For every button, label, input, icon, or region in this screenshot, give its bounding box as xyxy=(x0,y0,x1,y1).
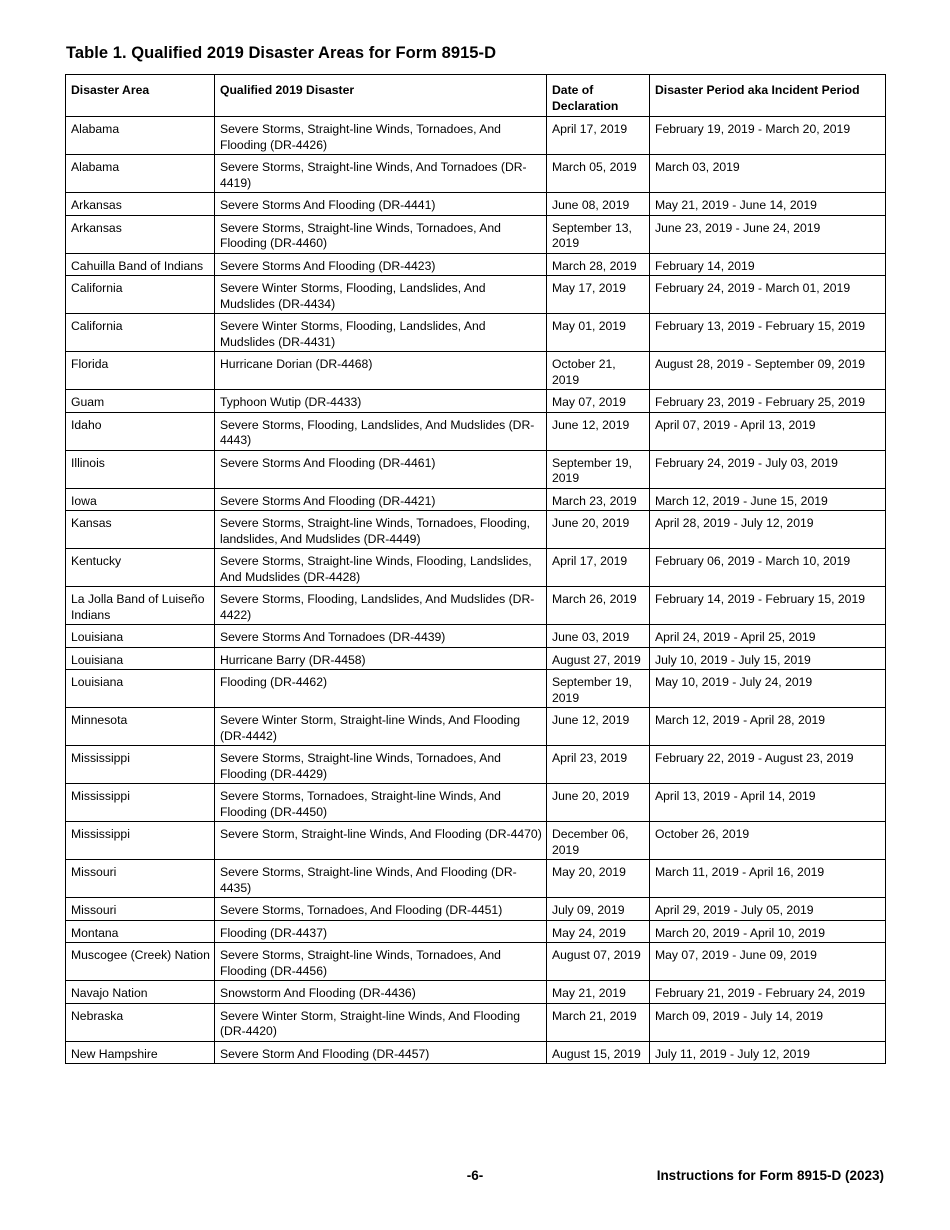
cell-qualified-disaster: Severe Storms And Flooding (DR-4423) xyxy=(215,253,547,276)
cell-disaster-period: February 19, 2019 - March 20, 2019 xyxy=(650,117,886,155)
cell-date-of-declaration: May 24, 2019 xyxy=(547,920,650,943)
cell-qualified-disaster: Severe Storms, Flooding, Landslides, And Mudslides (DR-4443) xyxy=(215,412,547,450)
cell-disaster-area: Iowa xyxy=(66,488,215,511)
cell-disaster-area: Mississippi xyxy=(66,746,215,784)
cell-date-of-declaration: April 23, 2019 xyxy=(547,746,650,784)
cell-disaster-area: New Hampshire xyxy=(66,1041,215,1064)
cell-qualified-disaster: Snowstorm And Flooding (DR-4436) xyxy=(215,981,547,1004)
cell-qualified-disaster: Severe Storms, Straight-line Winds, And Flooding (DR-4435) xyxy=(215,860,547,898)
table-row xyxy=(66,549,886,587)
cell-disaster-area: Mississippi xyxy=(66,822,215,860)
table-row xyxy=(66,708,886,746)
page-number: -6- xyxy=(466,1168,484,1183)
cell-qualified-disaster: Severe Storm And Flooding (DR-4457) xyxy=(215,1041,547,1064)
cell-date-of-declaration: December 06, 2019 xyxy=(547,822,650,860)
table-row xyxy=(66,352,886,390)
cell-disaster-period: April 28, 2019 - July 12, 2019 xyxy=(650,511,886,549)
cell-disaster-period: February 22, 2019 - August 23, 2019 xyxy=(650,746,886,784)
cell-date-of-declaration: May 01, 2019 xyxy=(547,314,650,352)
table-row xyxy=(66,314,886,352)
cell-disaster-area: Guam xyxy=(66,390,215,413)
cell-date-of-declaration: May 21, 2019 xyxy=(547,981,650,1004)
cell-qualified-disaster: Severe Storms And Tornadoes (DR-4439) xyxy=(215,625,547,648)
table-row xyxy=(66,920,886,943)
column-header-qualified-disaster: Qualified 2019 Disaster xyxy=(215,75,547,117)
cell-disaster-area: Muscogee (Creek) Nation xyxy=(66,943,215,981)
cell-date-of-declaration: September 13, 2019 xyxy=(547,215,650,253)
cell-disaster-period: March 03, 2019 xyxy=(650,155,886,193)
cell-disaster-area: Florida xyxy=(66,352,215,390)
cell-disaster-period: March 20, 2019 - April 10, 2019 xyxy=(650,920,886,943)
table-row xyxy=(66,746,886,784)
cell-qualified-disaster: Severe Storms And Flooding (DR-4421) xyxy=(215,488,547,511)
table-title: Table 1. Qualified 2019 Disaster Areas for Form 8915-D xyxy=(66,44,497,62)
cell-disaster-period: April 29, 2019 - July 05, 2019 xyxy=(650,898,886,921)
table-row xyxy=(66,253,886,276)
cell-qualified-disaster: Hurricane Barry (DR-4458) xyxy=(215,647,547,670)
table-row xyxy=(66,647,886,670)
cell-disaster-period: July 11, 2019 - July 12, 2019 xyxy=(650,1041,886,1064)
cell-date-of-declaration: August 27, 2019 xyxy=(547,647,650,670)
cell-disaster-period: May 21, 2019 - June 14, 2019 xyxy=(650,193,886,216)
table-row xyxy=(66,450,886,488)
cell-qualified-disaster: Severe Storms, Flooding, Landslides, And Mudslides (DR-4422) xyxy=(215,587,547,625)
cell-disaster-period: April 24, 2019 - April 25, 2019 xyxy=(650,625,886,648)
table-row xyxy=(66,943,886,981)
table-header-row xyxy=(66,75,886,117)
cell-qualified-disaster: Severe Winter Storm, Straight-line Winds, And Flooding (DR-4420) xyxy=(215,1003,547,1041)
cell-disaster-area: Missouri xyxy=(66,860,215,898)
cell-qualified-disaster: Severe Storms, Tornadoes, Straight-line Winds, And Flooding (DR-4450) xyxy=(215,784,547,822)
cell-qualified-disaster: Flooding (DR-4437) xyxy=(215,920,547,943)
table-row xyxy=(66,117,886,155)
cell-disaster-area: Nebraska xyxy=(66,1003,215,1041)
cell-date-of-declaration: June 08, 2019 xyxy=(547,193,650,216)
cell-qualified-disaster: Severe Storms, Straight-line Winds, Tornadoes, And Flooding (DR-4456) xyxy=(215,943,547,981)
cell-qualified-disaster: Severe Storms, Straight-line Winds, And Tornadoes (DR-4419) xyxy=(215,155,547,193)
table-row xyxy=(66,511,886,549)
column-header-date-of-declaration: Date of Declaration xyxy=(547,75,650,117)
cell-disaster-period: February 24, 2019 - March 01, 2019 xyxy=(650,276,886,314)
cell-qualified-disaster: Severe Storms, Straight-line Winds, Tornadoes, And Flooding (DR-4426) xyxy=(215,117,547,155)
cell-disaster-period: October 26, 2019 xyxy=(650,822,886,860)
cell-qualified-disaster: Severe Storms, Straight-line Winds, Flooding, Landslides, And Mudslides (DR-4428) xyxy=(215,549,547,587)
cell-disaster-area: Louisiana xyxy=(66,670,215,708)
table-row xyxy=(66,390,886,413)
cell-disaster-area: Cahuilla Band of Indians xyxy=(66,253,215,276)
cell-disaster-period: May 10, 2019 - July 24, 2019 xyxy=(650,670,886,708)
cell-disaster-period: March 09, 2019 - July 14, 2019 xyxy=(650,1003,886,1041)
cell-disaster-area: Missouri xyxy=(66,898,215,921)
cell-disaster-period: April 07, 2019 - April 13, 2019 xyxy=(650,412,886,450)
cell-disaster-area: Louisiana xyxy=(66,647,215,670)
footer-document-title: Instructions for Form 8915-D (2023) xyxy=(656,1168,884,1183)
cell-date-of-declaration: August 15, 2019 xyxy=(547,1041,650,1064)
cell-date-of-declaration: April 17, 2019 xyxy=(547,549,650,587)
table-row xyxy=(66,488,886,511)
table-row xyxy=(66,625,886,648)
cell-date-of-declaration: March 05, 2019 xyxy=(547,155,650,193)
cell-disaster-area: Alabama xyxy=(66,117,215,155)
cell-date-of-declaration: May 20, 2019 xyxy=(547,860,650,898)
cell-disaster-area: Montana xyxy=(66,920,215,943)
cell-disaster-period: March 11, 2019 - April 16, 2019 xyxy=(650,860,886,898)
cell-disaster-area: Louisiana xyxy=(66,625,215,648)
column-header-disaster-period: Disaster Period aka Incident Period xyxy=(650,75,886,117)
table-row xyxy=(66,587,886,625)
cell-date-of-declaration: October 21, 2019 xyxy=(547,352,650,390)
cell-disaster-period: June 23, 2019 - June 24, 2019 xyxy=(650,215,886,253)
cell-date-of-declaration: March 21, 2019 xyxy=(547,1003,650,1041)
table-row xyxy=(66,898,886,921)
cell-disaster-period: February 23, 2019 - February 25, 2019 xyxy=(650,390,886,413)
table-row xyxy=(66,1041,886,1064)
cell-date-of-declaration: June 12, 2019 xyxy=(547,412,650,450)
cell-disaster-period: May 07, 2019 - June 09, 2019 xyxy=(650,943,886,981)
cell-qualified-disaster: Severe Winter Storm, Straight-line Winds, And Flooding (DR-4442) xyxy=(215,708,547,746)
cell-date-of-declaration: July 09, 2019 xyxy=(547,898,650,921)
cell-disaster-period: April 13, 2019 - April 14, 2019 xyxy=(650,784,886,822)
cell-date-of-declaration: August 07, 2019 xyxy=(547,943,650,981)
cell-disaster-area: Idaho xyxy=(66,412,215,450)
table-row xyxy=(66,981,886,1004)
column-header-disaster-area: Disaster Area xyxy=(66,75,215,117)
table-row xyxy=(66,412,886,450)
table-row xyxy=(66,670,886,708)
cell-qualified-disaster: Severe Storms And Flooding (DR-4461) xyxy=(215,450,547,488)
cell-date-of-declaration: May 17, 2019 xyxy=(547,276,650,314)
cell-qualified-disaster: Flooding (DR-4462) xyxy=(215,670,547,708)
cell-date-of-declaration: March 28, 2019 xyxy=(547,253,650,276)
cell-disaster-area: California xyxy=(66,314,215,352)
cell-date-of-declaration: June 12, 2019 xyxy=(547,708,650,746)
cell-disaster-period: February 21, 2019 - February 24, 2019 xyxy=(650,981,886,1004)
cell-disaster-period: February 06, 2019 - March 10, 2019 xyxy=(650,549,886,587)
table-row xyxy=(66,860,886,898)
table-row xyxy=(66,155,886,193)
cell-disaster-period: February 14, 2019 - February 15, 2019 xyxy=(650,587,886,625)
cell-disaster-period: March 12, 2019 - June 15, 2019 xyxy=(650,488,886,511)
cell-disaster-area: Kansas xyxy=(66,511,215,549)
table-body xyxy=(66,117,886,1064)
cell-disaster-period: August 28, 2019 - September 09, 2019 xyxy=(650,352,886,390)
cell-disaster-area: Arkansas xyxy=(66,193,215,216)
cell-qualified-disaster: Severe Winter Storms, Flooding, Landslides, And Mudslides (DR-4434) xyxy=(215,276,547,314)
cell-date-of-declaration: April 17, 2019 xyxy=(547,117,650,155)
table-row xyxy=(66,215,886,253)
cell-disaster-period: February 13, 2019 - February 15, 2019 xyxy=(650,314,886,352)
cell-disaster-period: February 14, 2019 xyxy=(650,253,886,276)
cell-disaster-area: California xyxy=(66,276,215,314)
cell-disaster-area: Navajo Nation xyxy=(66,981,215,1004)
cell-qualified-disaster: Typhoon Wutip (DR-4433) xyxy=(215,390,547,413)
cell-qualified-disaster: Severe Storms, Straight-line Winds, Tornadoes, Flooding, landslides, And Mudslides (DR-4449) xyxy=(215,511,547,549)
disaster-table xyxy=(65,74,886,1064)
cell-date-of-declaration: June 20, 2019 xyxy=(547,784,650,822)
cell-qualified-disaster: Severe Storms, Straight-line Winds, Tornadoes, And Flooding (DR-4460) xyxy=(215,215,547,253)
cell-date-of-declaration: May 07, 2019 xyxy=(547,390,650,413)
cell-date-of-declaration: March 26, 2019 xyxy=(547,587,650,625)
cell-date-of-declaration: September 19, 2019 xyxy=(547,670,650,708)
cell-disaster-area: Minnesota xyxy=(66,708,215,746)
cell-qualified-disaster: Hurricane Dorian (DR-4468) xyxy=(215,352,547,390)
cell-qualified-disaster: Severe Storms, Tornadoes, And Flooding (DR-4451) xyxy=(215,898,547,921)
cell-disaster-area: Kentucky xyxy=(66,549,215,587)
cell-date-of-declaration: June 20, 2019 xyxy=(547,511,650,549)
cell-disaster-area: Arkansas xyxy=(66,215,215,253)
cell-disaster-area: Mississippi xyxy=(66,784,215,822)
table-row xyxy=(66,784,886,822)
cell-disaster-period: July 10, 2019 - July 15, 2019 xyxy=(650,647,886,670)
table-row xyxy=(66,1003,886,1041)
cell-disaster-area: Illinois xyxy=(66,450,215,488)
cell-date-of-declaration: September 19, 2019 xyxy=(547,450,650,488)
cell-disaster-period: March 12, 2019 - April 28, 2019 xyxy=(650,708,886,746)
cell-date-of-declaration: March 23, 2019 xyxy=(547,488,650,511)
cell-disaster-area: La Jolla Band of Luiseño Indians xyxy=(66,587,215,625)
cell-date-of-declaration: June 03, 2019 xyxy=(547,625,650,648)
cell-disaster-period: February 24, 2019 - July 03, 2019 xyxy=(650,450,886,488)
cell-qualified-disaster: Severe Storm, Straight-line Winds, And Flooding (DR-4470) xyxy=(215,822,547,860)
cell-qualified-disaster: Severe Storms And Flooding (DR-4441) xyxy=(215,193,547,216)
cell-qualified-disaster: Severe Winter Storms, Flooding, Landslides, And Mudslides (DR-4431) xyxy=(215,314,547,352)
table-row xyxy=(66,193,886,216)
cell-qualified-disaster: Severe Storms, Straight-line Winds, Tornadoes, And Flooding (DR-4429) xyxy=(215,746,547,784)
cell-disaster-area: Alabama xyxy=(66,155,215,193)
table-row xyxy=(66,276,886,314)
table-row xyxy=(66,822,886,860)
